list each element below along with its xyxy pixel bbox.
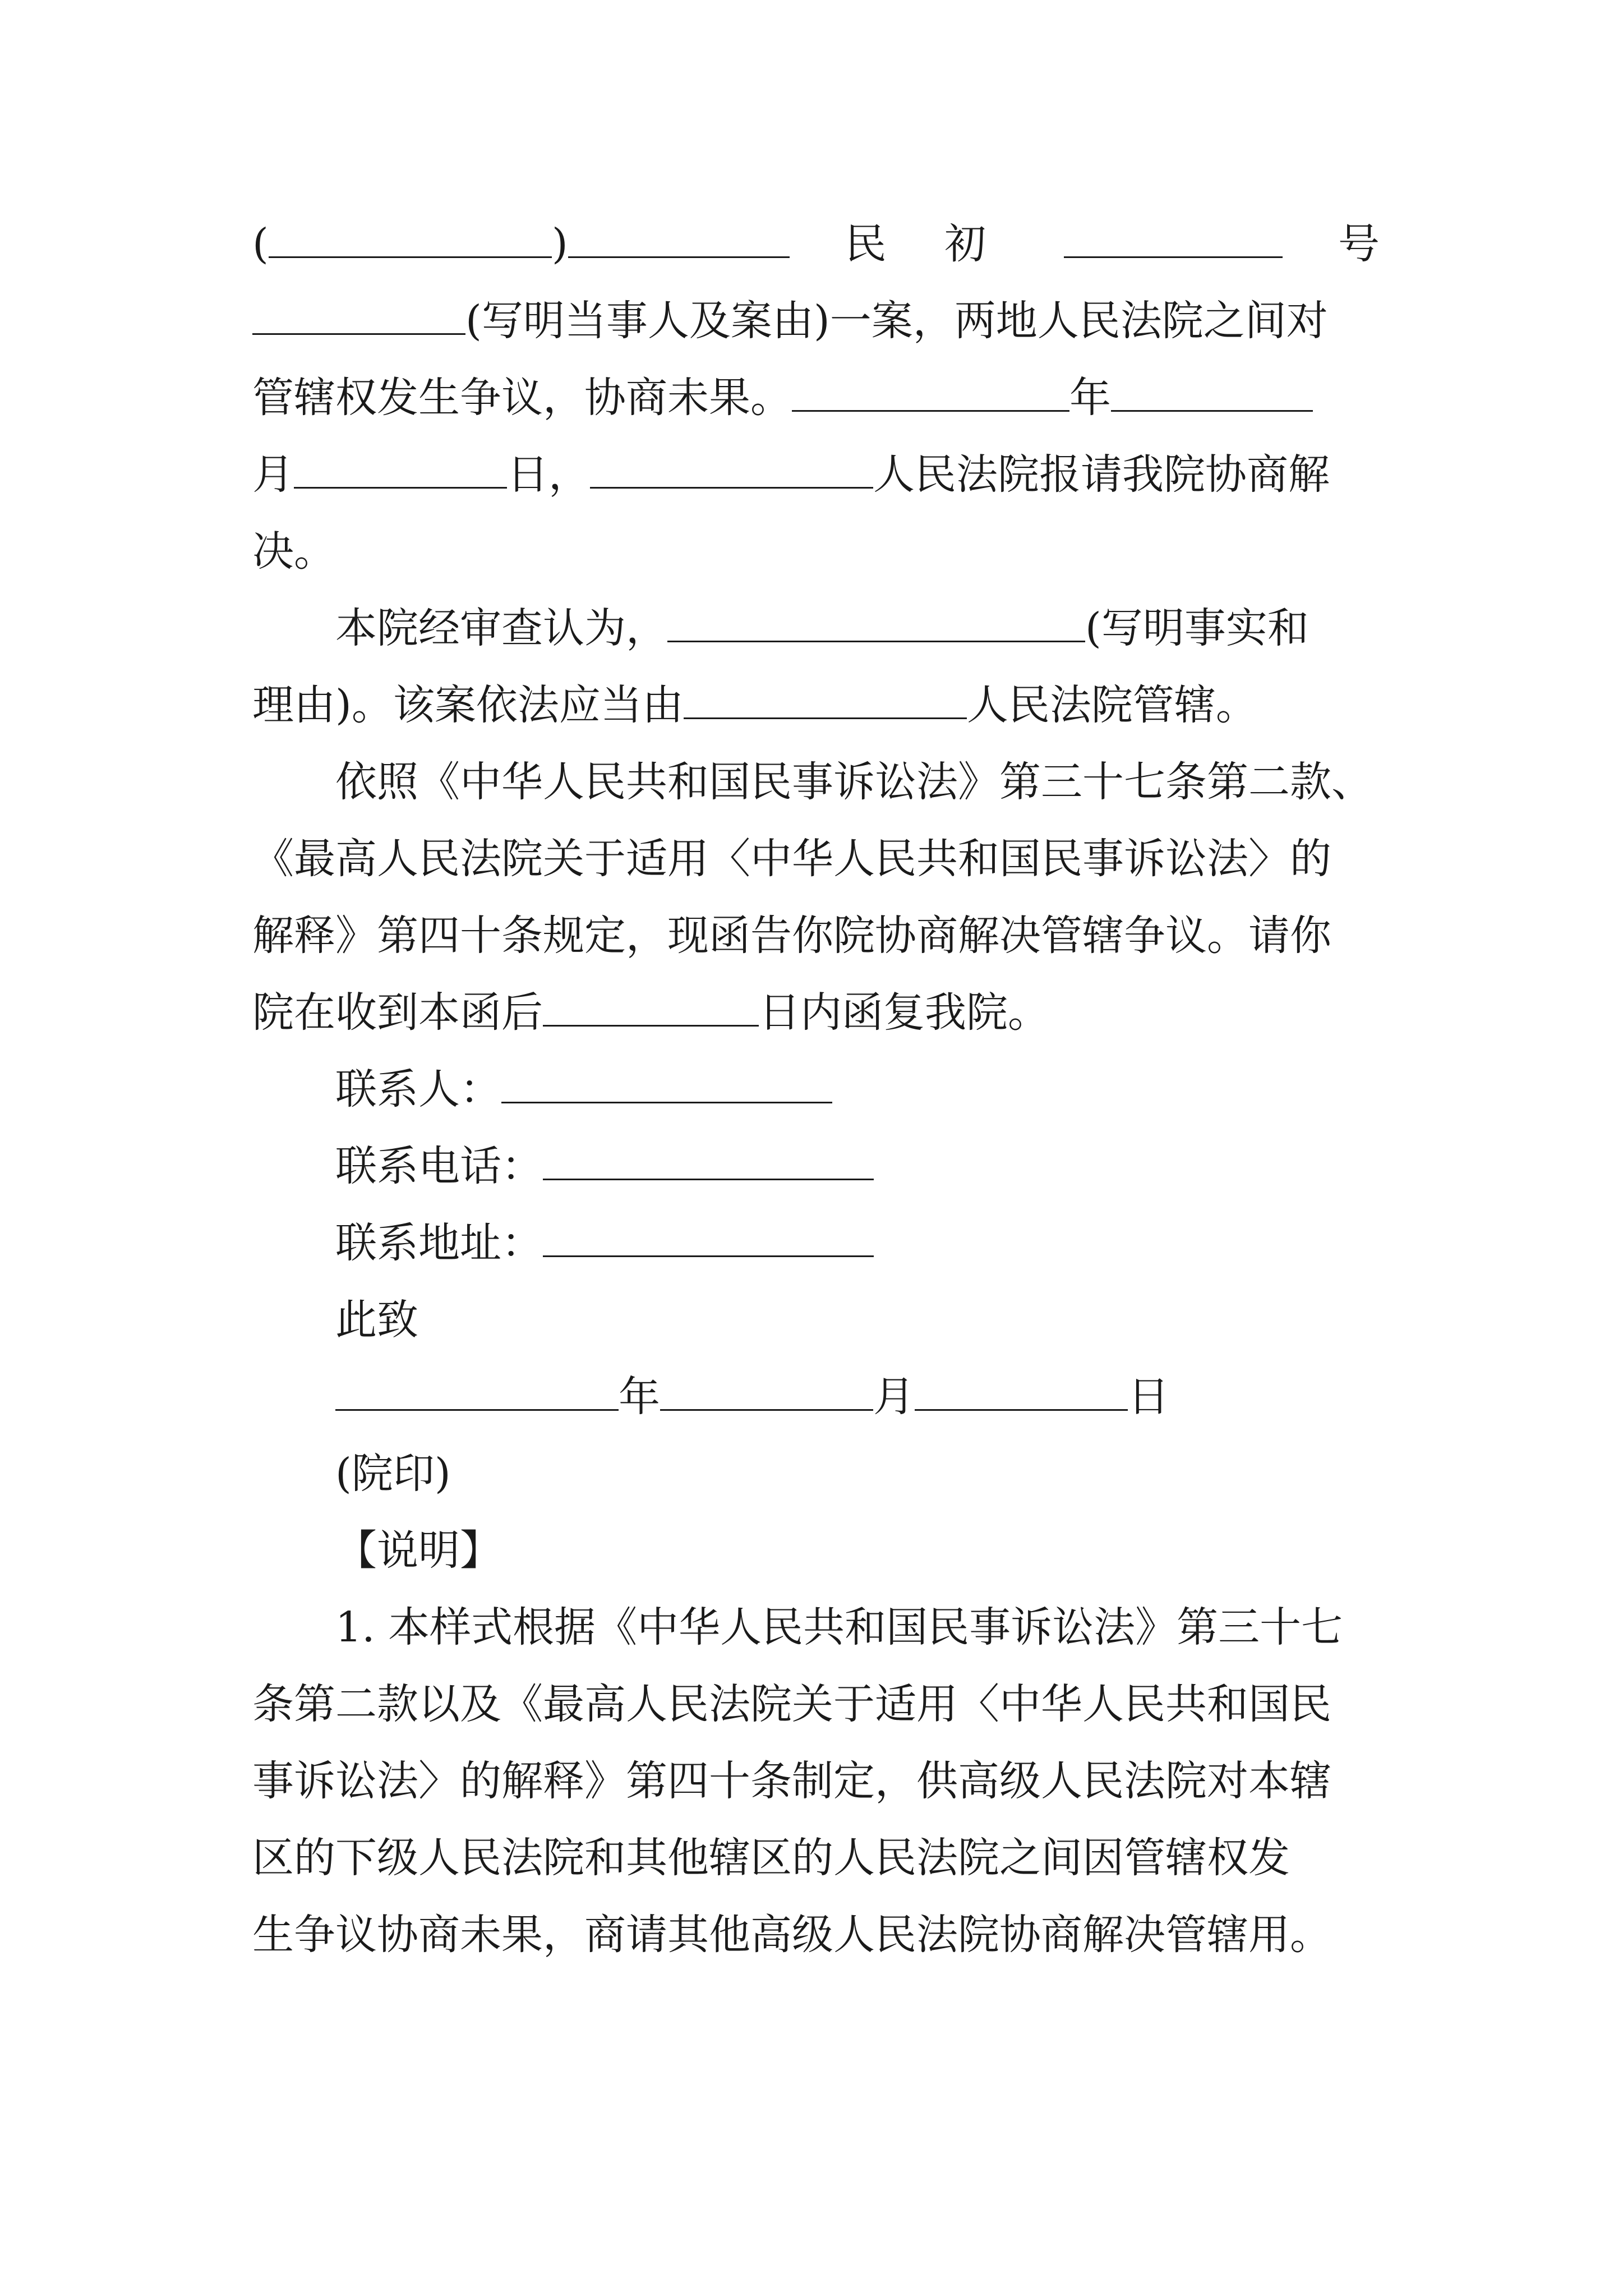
note-line-2 bbox=[252, 1671, 1380, 1738]
note-heading: 【说明】 bbox=[335, 1526, 501, 1575]
notice-text: 解释》第四十条规定，现函告你院协商解决管辖争议。请你 bbox=[252, 912, 1331, 960]
note-text-5: 生争议协商未果，商请其他高级人民法院协商解决管辖用。 bbox=[252, 1911, 1331, 1959]
contact-address-line bbox=[335, 1209, 1177, 1277]
facts-reasons-text: (写明事实和 bbox=[1085, 604, 1309, 652]
paragraph1-line4 bbox=[252, 441, 1380, 508]
seal-text: (院印) bbox=[335, 1450, 451, 1498]
paragraph3-line3 bbox=[252, 902, 1380, 969]
min-chu-label: 民 初 bbox=[845, 220, 1009, 268]
note-line-5 bbox=[252, 1901, 1380, 1968]
report-month-blank-a bbox=[1111, 376, 1313, 412]
note-text-4: 区的下级人民法院和其他辖区的人民法院之间因管辖权发 bbox=[252, 1834, 1290, 1882]
contact-person-label: 联系人： bbox=[335, 1065, 501, 1114]
contact-phone-line bbox=[335, 1133, 1177, 1200]
reply-text-a: 院在收到本函后 bbox=[252, 988, 543, 1037]
date-day-label: 日 bbox=[1128, 1373, 1169, 1421]
facts-reasons-blank bbox=[667, 607, 1085, 642]
note-line-4 bbox=[252, 1824, 1380, 1892]
note-line-1 bbox=[252, 1594, 1380, 1661]
hao-label: 号 bbox=[1338, 220, 1380, 268]
paragraph1-line5 bbox=[252, 518, 1380, 585]
reply-text-b: 日内函复我院。 bbox=[759, 988, 1049, 1037]
jurisdiction-text-b: 人民法院管辖。 bbox=[966, 681, 1257, 729]
parties-text: (写明当事人及案由)一案，两地人民法院之间对 bbox=[465, 297, 1328, 345]
paragraph2-line2 bbox=[252, 671, 1380, 739]
year-label: 年 bbox=[1069, 374, 1111, 422]
day-label: 日， bbox=[507, 450, 590, 499]
date-line bbox=[335, 1363, 1289, 1430]
paragraph3-line4 bbox=[252, 979, 1380, 1046]
report-text: 人民法院报请我院协商解 bbox=[873, 450, 1330, 499]
jurisdiction-text-a: 理由)。该案依法应当由 bbox=[252, 681, 684, 729]
contact-address-blank bbox=[543, 1222, 874, 1257]
case-number-prefix bbox=[252, 210, 790, 278]
jurisdiction-court-blank bbox=[684, 684, 967, 719]
case-seq-blank bbox=[1064, 223, 1283, 258]
contact-person-blank bbox=[501, 1068, 832, 1103]
legal-basis-text: 依照《中华人民共和国民事诉讼法》第三十七条第二款、 bbox=[335, 758, 1373, 806]
case-number-line bbox=[252, 210, 1380, 278]
contact-phone-blank bbox=[543, 1145, 874, 1180]
contact-person-line bbox=[335, 1056, 1177, 1123]
date-day-blank bbox=[915, 1375, 1128, 1411]
resolve-text: 决。 bbox=[252, 527, 335, 576]
contact-address-label: 联系地址： bbox=[335, 1219, 543, 1267]
date-month-blank bbox=[660, 1375, 873, 1411]
date-month-label: 月 bbox=[873, 1373, 915, 1421]
review-text: 本院经审查认为， bbox=[335, 604, 667, 652]
reporting-court-blank bbox=[590, 453, 873, 489]
paragraph3-line2 bbox=[252, 825, 1380, 892]
paren-open: ( bbox=[252, 220, 269, 268]
report-year-blank bbox=[792, 376, 1069, 412]
month-label: 月 bbox=[252, 450, 294, 499]
date-year-blank bbox=[335, 1375, 619, 1411]
interpretation-text: 《最高人民法院关于适用〈中华人民共和国民事诉讼法〉的 bbox=[252, 835, 1331, 883]
contact-phone-label: 联系电话： bbox=[335, 1142, 543, 1190]
note-text-1: 1. 本样式根据《中华人民共和国民事诉讼法》第三十七 bbox=[335, 1603, 1343, 1651]
note-text-3: 事诉讼法〉的解释》第四十条制定，供高级人民法院对本辖 bbox=[252, 1757, 1331, 1805]
paren-close: ) bbox=[551, 220, 568, 268]
paragraph1-line2 bbox=[252, 287, 1380, 355]
note-heading-line bbox=[335, 1517, 1177, 1584]
paragraph1-line3 bbox=[252, 364, 1380, 431]
date-year-label: 年 bbox=[619, 1373, 660, 1421]
closing-line bbox=[335, 1286, 1177, 1354]
parties-blank bbox=[252, 300, 465, 335]
closing-text: 此致 bbox=[335, 1296, 418, 1344]
dispute-text: 管辖权发生争议，协商未果。 bbox=[252, 374, 792, 422]
note-line-3 bbox=[252, 1747, 1380, 1815]
seal-line bbox=[335, 1440, 1177, 1507]
paragraph2-line1 bbox=[252, 595, 1380, 662]
paragraph3-line1 bbox=[252, 748, 1380, 816]
year-blank bbox=[269, 223, 552, 258]
court-code-blank bbox=[568, 223, 790, 258]
report-month-blank bbox=[294, 453, 507, 489]
reply-days-blank bbox=[543, 991, 759, 1027]
note-text-2: 条第二款以及《最高人民法院关于适用〈中华人民共和国民 bbox=[252, 1680, 1331, 1728]
